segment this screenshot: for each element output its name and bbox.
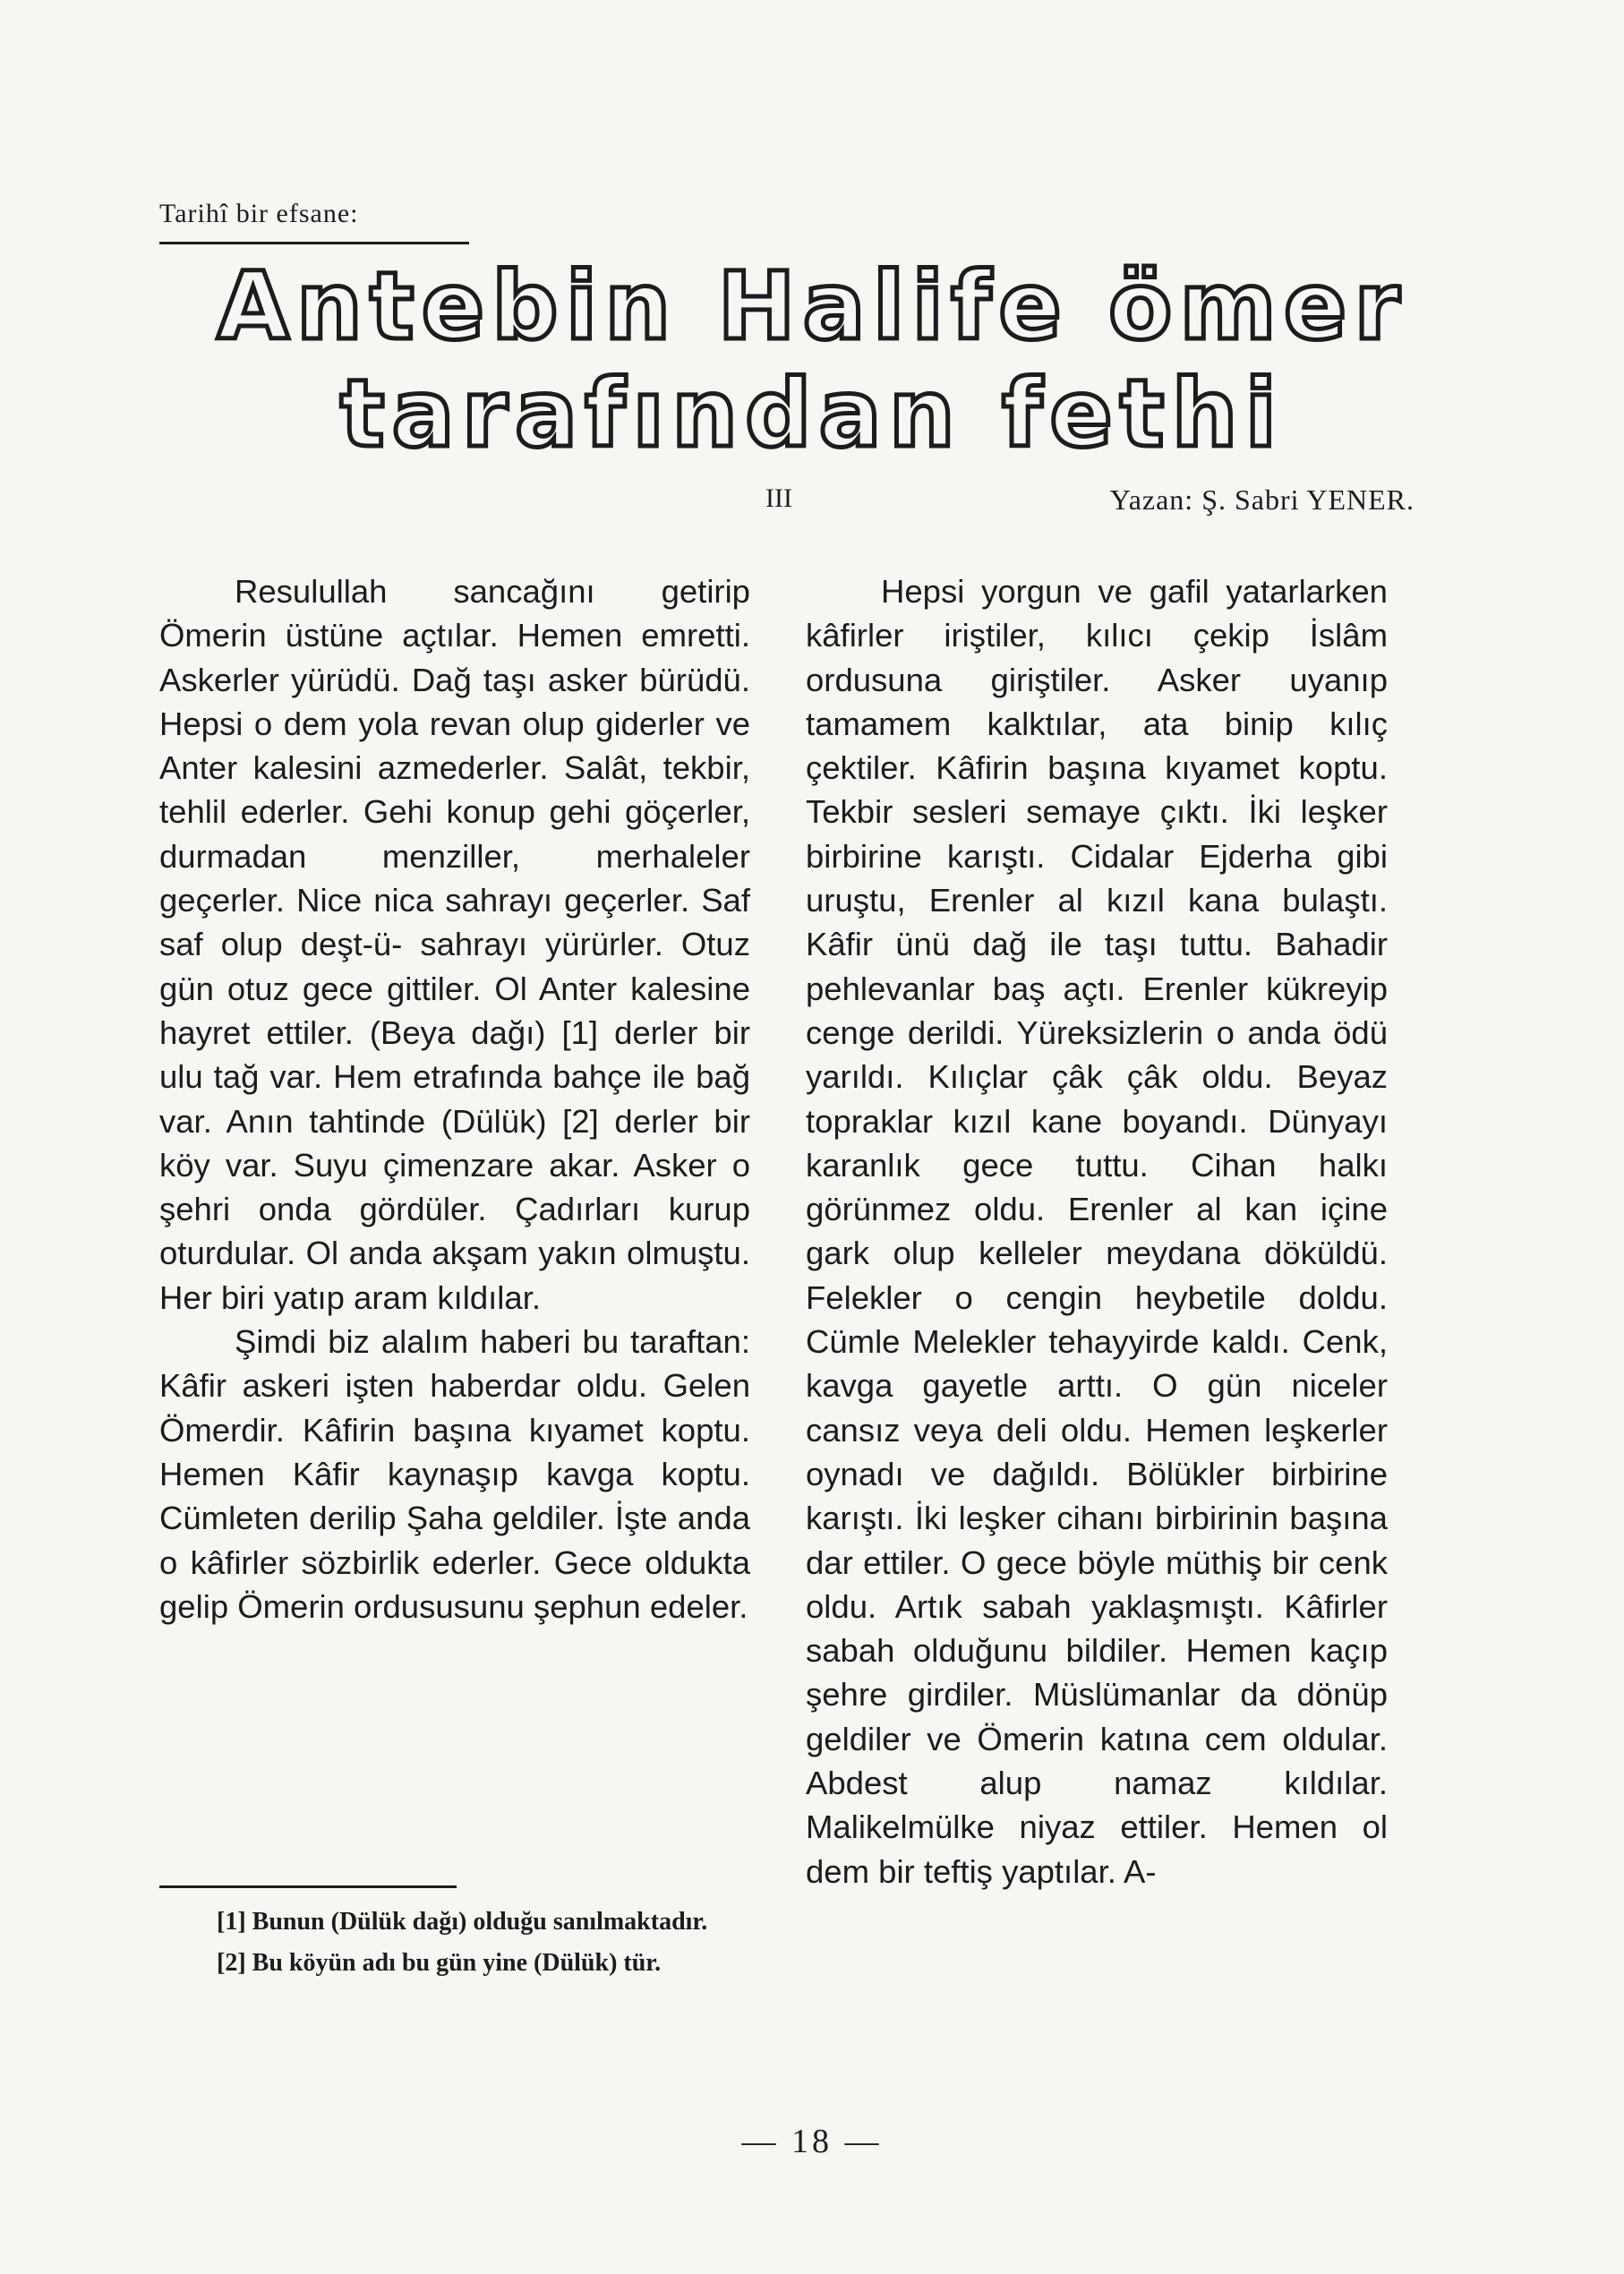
page-number: — 18 — <box>741 2123 883 2160</box>
footnote: [1] Bunun (Dülük dağı) olduğu sanılmaktadır. <box>217 1908 708 1936</box>
footnote-divider <box>159 1885 457 1888</box>
footnote: [2] Bu köyün adı bu gün yine (Dülük) tür. <box>217 1949 662 1977</box>
right-column <box>806 569 1388 1894</box>
article-title-line-1: Antebin Halife ömer <box>217 252 1407 361</box>
left-column <box>159 569 750 1629</box>
article-title-line-2: tarafından fethi <box>339 359 1285 468</box>
section-label: Tarihî bir efsane: <box>159 199 359 228</box>
paragraph: Hepsi yorgun ve gafil yatarlarken kâfirler iriştiler, kılıcı çekip İslâm ordusuna giriştiler. Asker uyanıp tamamem kalktılar, ata binip kılıç çektiler. Kâfirin başına kıyamet koptu. Tekbir sesleri semaye çıktı. İki leşker birbirine karıştı. Cidalar Ejderha gibi uruştu, Erenler al kızıl kana bulaştı. Kâfir ünü dağ ile taşı tuttu. Bahadir pehlevanlar baş açtı. Erenler kükreyip cenge derildi. Yüreksizlerin o anda ödü yarıldı. Kılıçlar çâk çâk oldu. Beyaz topraklar kızıl kane boyandı. Dünyayı karanlık gece tuttu. Cihan halkı görünmez oldu. Erenler al kan içine gark olup kelleler meydana döküldü. Felekler o cengin heybetile doldu. Cümle Melekler tehayyirde kaldı. Cenk, kavga gayetle arttı. O gün niceler cansız veya deli oldu. Hemen leşkerler oynadı ve dağıldı. Bölükler birbirine karıştı. İki leşker cihanı birbirinin başına dar ettiler. O gece böyle müthiş bir cenk oldu. Artık sabah yaklaşmıştı. Kâfirler sabah olduğunu bildiler. Hemen kaçıp şehre girdiler. Müslümanlar da dönüp geldiler ve Ömerin katına cem oldular. Abdest alup namaz kıldılar. Malikelmülke niyaz ettiler. Hemen ol dem bir teftiş yaptılar. A- <box>806 573 1388 1890</box>
section-label-underline <box>159 242 469 244</box>
paragraph: Şimdi biz alalım haberi bu taraftan: Kâfir askeri işten haberdar oldu. Gelen Ömerdir. Kâfirin başına kıyamet koptu. Hemen Kâfir kaynaşıp kavga koptu. Cümleten derilip Şaha geldiler. İşte anda o kâfirler sözbirlik ederler. Gece oldukta gelip Ömerin ordususunu şephun edeler. <box>159 1323 750 1625</box>
author-byline: Yazan: Ş. Sabri YENER. <box>1109 483 1415 516</box>
footnotes <box>159 1905 739 1988</box>
part-number: III <box>765 483 792 513</box>
paragraph: Resulullah sancağını getirip Ömerin üstüne açtılar. Hemen emretti. Askerler yürüdü. Dağ taşı asker bürüdü. Hepsi o dem yola revan olup giderler ve Anter kalesini azmederler. Salât, tekbir, tehlil ederler. Gehi konup gehi göçerler, durmadan menziller, merhaleler geçerler. Nice nica sahrayı geçerler. Saf saf olup deşt-ü- sahrayı yürürler. Otuz gün otuz gece gittiler. Ol Anter kalesine hayret ettiler. (Beya dağı) [1] derler bir ulu tağ var. Hem etrafında bahçe ile bağ var. Anın tahtinde (Dülük) [2] derler bir köy var. Suyu çimenzare akar. Asker o şehri onda gördüler. Çadırları kurup oturdular. Ol anda akşam yakın olmuştu. Her biri yatıp aram kıldılar. <box>159 573 750 1316</box>
